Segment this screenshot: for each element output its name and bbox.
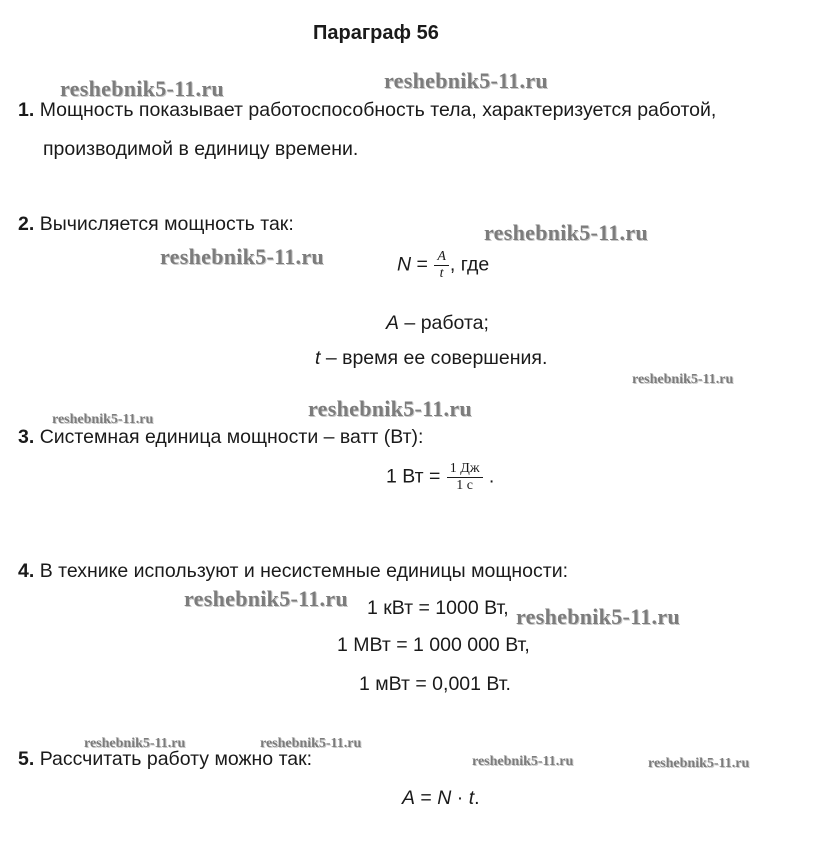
watt-formula bbox=[386, 461, 494, 494]
watt-formula-tail: . bbox=[483, 465, 495, 488]
watermark: reshebnik5-11.ru bbox=[632, 372, 734, 387]
item-5-text: Рассчитать работу можно так: bbox=[39, 748, 313, 770]
watermark: reshebnik5-11.ru bbox=[648, 756, 750, 771]
watermark: reshebnik5-11.ru bbox=[308, 396, 472, 421]
watermark: reshebnik5-11.ru bbox=[60, 76, 224, 101]
power-formula-tail: , где bbox=[449, 253, 490, 276]
definition-t bbox=[315, 347, 547, 370]
work-formula-n: N bbox=[437, 787, 452, 809]
watermark: reshebnik5-11.ru bbox=[472, 754, 574, 769]
page-title: Параграф 56 bbox=[313, 22, 439, 44]
item-3-text: Системная единица мощности – ватт (Вт): bbox=[39, 426, 424, 448]
power-formula-fraction bbox=[434, 249, 449, 282]
item-3 bbox=[18, 426, 423, 449]
watermark: reshebnik5-11.ru bbox=[516, 604, 680, 629]
work-formula-end: . bbox=[474, 787, 480, 809]
work-formula-eq: = bbox=[415, 787, 438, 809]
watermark: reshebnik5-11.ru bbox=[260, 736, 362, 751]
item-2 bbox=[18, 213, 294, 236]
unit-kilowatt: 1 кВт = 1000 Вт, bbox=[367, 597, 509, 619]
power-formula-denominator: t bbox=[439, 266, 444, 281]
work-formula-a: A bbox=[402, 787, 416, 809]
watt-formula-lhs: 1 Вт = bbox=[386, 465, 446, 488]
item-4-number: 4. bbox=[18, 560, 35, 582]
watermark: reshebnik5-11.ru bbox=[184, 586, 348, 611]
definition-t-var: t bbox=[315, 347, 321, 369]
watt-formula-numerator: 1 Дж bbox=[447, 461, 483, 478]
power-formula bbox=[397, 249, 489, 282]
item-5-number: 5. bbox=[18, 748, 35, 770]
watermark: reshebnik5-11.ru bbox=[484, 220, 648, 245]
watt-formula-denominator: 1 с bbox=[456, 478, 473, 493]
item-1-line-1: Мощность показывает работоспособность тела, характеризуется работой, bbox=[39, 99, 717, 121]
item-1-line-2: производимой в единицу времени. bbox=[43, 138, 359, 160]
watermark: reshebnik5-11.ru bbox=[384, 68, 548, 93]
item-2-text: Вычисляется мощность так: bbox=[39, 213, 294, 235]
watermark: reshebnik5-11.ru bbox=[52, 412, 154, 427]
definition-a-text: – работа; bbox=[399, 312, 489, 334]
item-4-text: В технике используют и несистемные единицы мощности: bbox=[39, 560, 569, 582]
work-formula-dot: · bbox=[451, 787, 469, 809]
definition-t-text: – время ее совершения. bbox=[320, 347, 548, 369]
work-formula-t: t bbox=[468, 787, 475, 809]
unit-milliwatt: 1 мВт = 0,001 Вт. bbox=[359, 673, 511, 695]
power-formula-n: N bbox=[397, 253, 412, 276]
item-4 bbox=[18, 560, 568, 583]
power-formula-numerator: A bbox=[434, 249, 449, 266]
watermark: reshebnik5-11.ru bbox=[160, 244, 324, 269]
definition-a-var: A bbox=[386, 312, 400, 334]
watermark: reshebnik5-11.ru bbox=[84, 736, 186, 751]
definition-a bbox=[386, 312, 489, 335]
item-1 bbox=[18, 99, 716, 122]
work-formula bbox=[402, 787, 480, 810]
item-2-number: 2. bbox=[18, 213, 35, 235]
item-3-number: 3. bbox=[18, 426, 35, 448]
item-1-number: 1. bbox=[18, 99, 35, 121]
power-formula-eq: = bbox=[411, 253, 434, 276]
unit-megawatt: 1 МВт = 1 000 000 Вт, bbox=[337, 634, 530, 656]
watt-formula-fraction bbox=[447, 461, 483, 494]
